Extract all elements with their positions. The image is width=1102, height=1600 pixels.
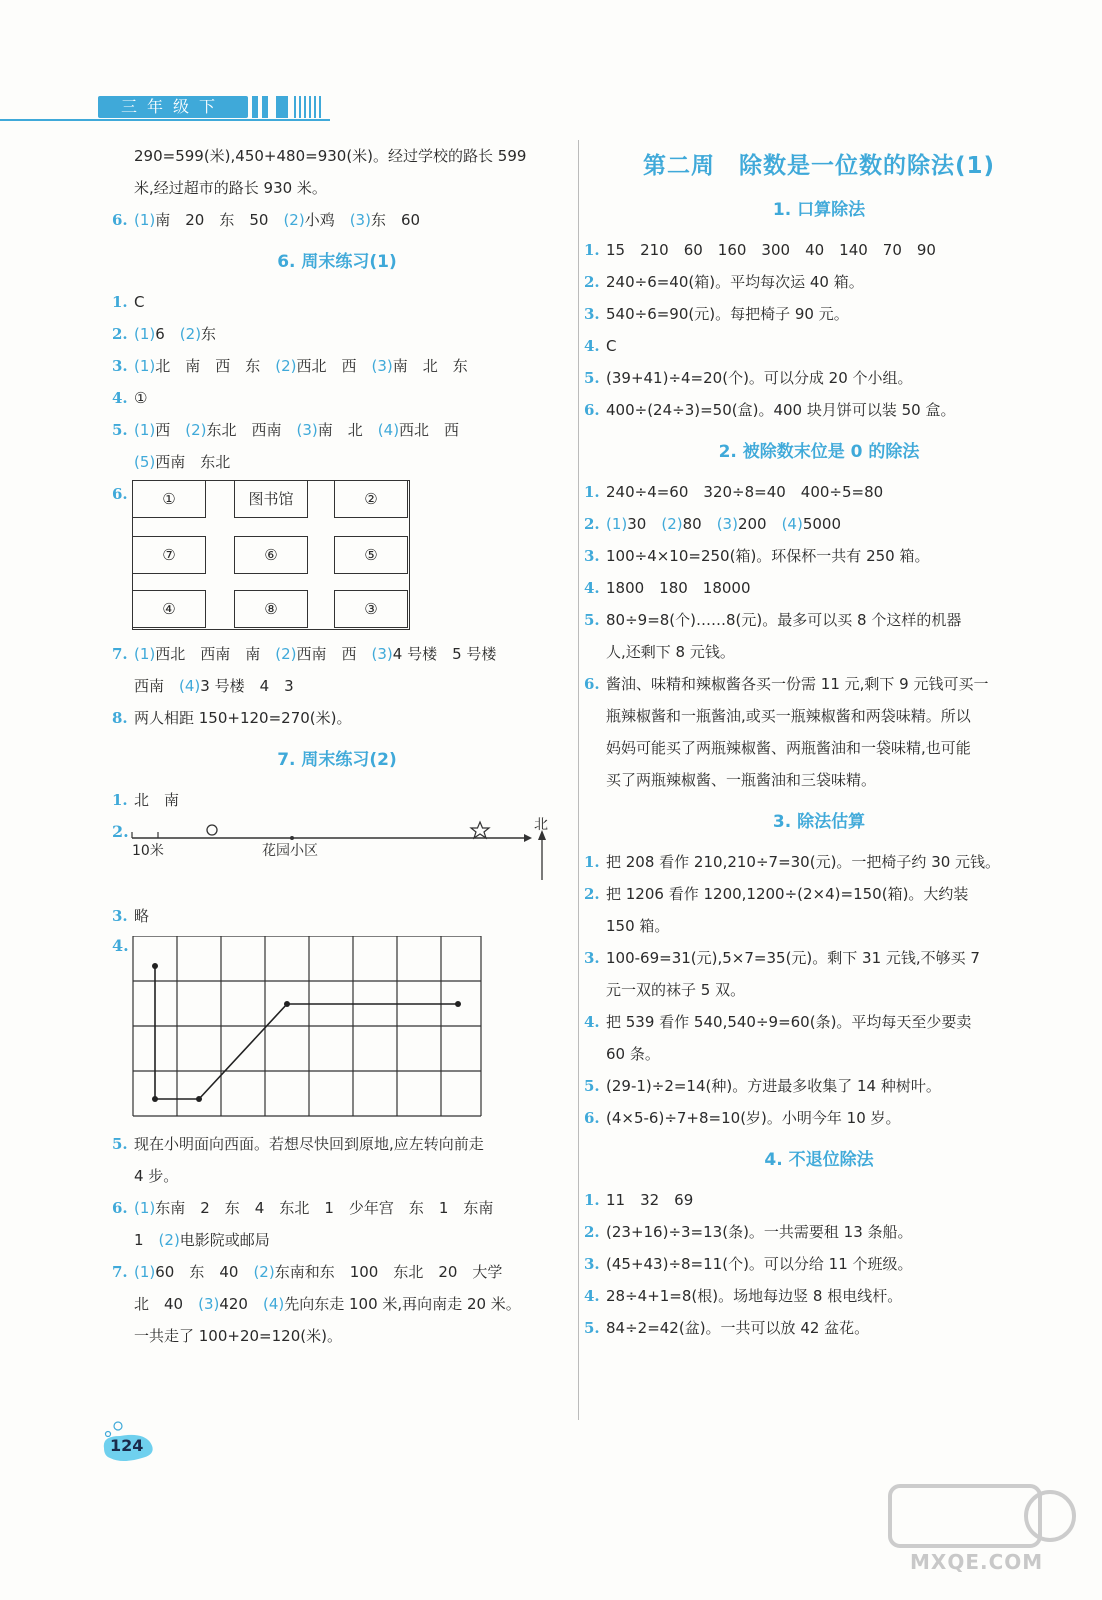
right-column [584,140,1054,1344]
answer-text: 420 [219,1295,263,1313]
answer-text: C [606,337,617,355]
item-number: 5. [584,369,600,387]
answer-text: 略 [134,907,150,925]
answer-text: 80 [682,515,717,533]
answer-text: 西北 西 [399,421,460,439]
sub-question-label: (2) [158,1231,180,1249]
section-title: 6. 周末练习(1) [277,252,397,272]
item-number: 3. [584,949,600,967]
answer-text: 30 [627,515,662,533]
section-title: 7. 周末练习(2) [277,750,397,770]
map-cell: ⑦ [132,536,206,574]
answer-text: 100-69=31(元),5×7=35(元)。剩下 31 元钱,不够买 7 [606,949,980,967]
answer-item [584,732,1054,764]
answer-text: 西北 西 [296,357,372,375]
answer-item [584,1280,1054,1312]
answer-text: C [134,293,145,311]
answer-item [584,910,1054,942]
answer-item [112,1256,562,1288]
sub-question-label: (2) [283,211,305,229]
item-number: 4. [584,579,600,597]
number-line-diagram [112,816,562,896]
answer-text: (23+16)÷3=13(条)。一共需要租 13 条船。 [606,1223,913,1241]
answer-text: 东南 2 东 4 东北 1 少年宫 东 1 东南 [155,1199,494,1217]
item-number: 5. [112,1135,128,1153]
answer-item [112,702,562,734]
answer-item [112,382,562,414]
sub-question-label: (2) [179,325,202,343]
answer-text: 150 箱。 [606,917,670,935]
sub-question-label: (1) [134,357,156,375]
answer-text: 60 东 40 [155,1263,254,1281]
answer-item [112,318,562,350]
answer-item [584,1312,1054,1344]
answer-item [112,350,562,382]
page-number: 124 [110,1436,144,1455]
answer-item [584,234,1054,266]
sub-question-label: (1) [134,325,156,343]
answer-item [112,1192,562,1224]
item-number: 3. [112,357,128,375]
item-number: 7. [112,645,128,663]
answer-text: 买了两瓶辣椒酱、一瓶酱油和三袋味精。 [606,771,877,789]
answer-item [112,1128,562,1160]
answer-item [584,636,1054,668]
sub-question-label: (2) [185,421,207,439]
answer-text: 240÷6=40(箱)。平均每次运 40 箱。 [606,273,864,291]
map-cell: ④ [132,590,206,628]
answer-text: 15 210 60 160 300 40 140 70 90 [606,241,936,259]
item-number: 6. [584,675,600,693]
answer-text: 元一双的袜子 5 双。 [606,981,746,999]
route-grid-diagram [112,936,562,1122]
item-number: 5. [584,611,600,629]
answer-item [112,446,562,478]
item-number: 5. [584,1077,600,1095]
sub-question-label: (3) [371,357,393,375]
answer-text: 1 [134,1231,159,1249]
answer-item [584,668,1054,700]
answer-text: 4 步。 [134,1167,179,1185]
answer-text: 400÷(24÷3)=50(盒)。400 块月饼可以装 50 盒。 [606,401,956,419]
answer-item [584,476,1054,508]
answer-item [584,1006,1054,1038]
answer-text: 酱油、味精和辣椒酱各买一份需 11 元,剩下 9 元钱可买一 [606,675,989,693]
sub-question-label: (3) [296,421,318,439]
sub-question-label: (2) [253,1263,275,1281]
answer-text: 电影院或邮局 [179,1231,270,1249]
answer-text: 3 号楼 4 3 [200,677,294,695]
item-number: 4. [584,1013,600,1031]
item-number: 2. [112,822,129,841]
answer-item [584,604,1054,636]
answer-text: 把 539 看作 540,540÷9=60(条)。平均每天至少要卖 [606,1013,972,1031]
item-number: 2. [584,885,600,903]
sub-question-label: (1) [134,1263,156,1281]
sub-question-label: (1) [134,1199,156,1217]
answer-item [584,942,1054,974]
item-number: 5. [584,1319,600,1337]
grade-label: 三年级下 [98,96,248,118]
answer-text: 北 南 西 东 [155,357,276,375]
scale-label: 10米 [132,843,164,859]
answer-text: 南 20 东 50 [155,211,284,229]
answer-text: 现在小明面向西面。若想尽快回到原地,应左转向前走 [134,1135,484,1153]
answer-text: 4 号楼 5 号楼 [392,645,497,663]
answer-item [112,1320,562,1352]
sub-question-label: (4) [781,515,803,533]
answer-item [112,286,562,318]
answer-item [584,330,1054,362]
item-number: 4. [112,389,128,407]
left-column [112,140,562,1352]
answer-text: 把 208 看作 210,210÷7=30(元)。一把椅子约 30 元钱。 [606,853,1001,871]
answer-item [584,266,1054,298]
header-rule [0,119,330,121]
answer-text: 瓶辣椒酱和一瓶酱油,或买一瓶辣椒酱和两袋味精。所以 [606,707,971,725]
sub-question-label: (4) [262,1295,285,1313]
answer-text: 北 40 [134,1295,199,1313]
answer-text: 84÷2=42(盆)。一共可以放 42 盆花。 [606,1319,870,1337]
answer-text: ① [134,389,148,407]
sub-question-label: (4) [377,421,400,439]
answer-text: 小鸡 [304,211,350,229]
map-cell: ② [334,480,408,518]
answer-item [584,1248,1054,1280]
intro-line: 290=599(米),450+480=930(米)。经过学校的路长 599 [134,147,527,165]
item-number: 6. [584,401,600,419]
item-number: 4. [584,1287,600,1305]
sub-question-label: (2) [275,357,297,375]
answer-text: 200 [737,515,782,533]
sub-question-label: (3) [371,645,393,663]
item-number: 3. [584,1255,600,1273]
answer-item [584,974,1054,1006]
answer-text: 东 60 [370,211,421,229]
map-cell: ① [132,480,206,518]
answer-item [112,204,562,236]
answer-text: (29-1)÷2=14(种)。方进最多收集了 14 种树叶。 [606,1077,941,1095]
item-number: 8. [112,709,128,727]
library-map-diagram [112,480,562,632]
answer-item [112,784,562,816]
item-number: 4. [112,936,129,955]
garden-label: 花园小区 [262,843,318,859]
answer-item [584,878,1054,910]
sub-question-label: (3) [198,1295,220,1313]
answer-item [584,1216,1054,1248]
answer-text: 60 条。 [606,1045,660,1063]
watermark-logo [880,1480,1080,1580]
answer-text: 南 北 东 [392,357,468,375]
section-title: 2. 被除数末位是 0 的除法 [718,442,920,462]
item-number: 3. [112,907,128,925]
item-number: 1. [112,293,128,311]
answer-text: 妈妈可能买了两瓶辣椒酱、两瓶酱油和一袋味精,也可能 [606,739,971,757]
answer-item [584,1102,1054,1134]
section-title: 3. 除法估算 [772,812,866,832]
answer-text: 东南和东 100 东北 20 大学 [274,1263,503,1281]
item-number: 6. [112,211,128,229]
map-cell: ⑧ [234,590,308,628]
answer-item [584,1184,1054,1216]
item-number: 1. [112,791,128,809]
map-cell: ⑤ [334,536,408,574]
answer-text: 540÷6=90(元)。每把椅子 90 元。 [606,305,849,323]
answer-text: 西北 西南 南 [155,645,276,663]
answer-text: 把 1206 看作 1200,1200÷(2×4)=150(箱)。大约装 [606,885,969,903]
chapter-title: 第二周 除数是一位数的除法(1) [642,153,996,179]
answer-text: 一共走了 100+20=120(米)。 [134,1327,342,1345]
answer-item [584,394,1054,426]
item-number: 4. [584,337,600,355]
answer-item [112,1160,562,1192]
item-number: 6. [112,485,128,503]
item-number: 3. [584,305,600,323]
map-cell: 图书馆 [234,480,308,518]
item-number: 2. [584,1223,600,1241]
answer-text: 6 [155,325,180,343]
answer-text: 80÷9=8(个)……8(元)。最多可以买 8 个这样的机器 [606,611,962,629]
column-divider [578,140,579,1420]
answer-text: (39+41)÷4=20(个)。可以分成 20 个小组。 [606,369,913,387]
section-title: 1. 口算除法 [772,200,866,220]
sub-question-label: (2) [275,645,297,663]
answer-text: 28÷4+1=8(根)。场地每边竖 8 根电线杆。 [606,1287,903,1305]
answer-item [584,298,1054,330]
item-number: 6. [112,1199,128,1217]
sub-question-label: (2) [661,515,683,533]
item-number: 6. [584,1109,600,1127]
answer-item [112,414,562,446]
answer-text: 北 南 [134,791,180,809]
answer-item [112,900,562,932]
item-number: 5. [112,421,128,439]
sub-question-label: (4) [179,677,201,695]
north-label: 北 [534,817,548,833]
answer-text: 两人相距 150+120=270(米)。 [134,709,352,727]
answer-text: 240÷4=60 320÷8=40 400÷5=80 [606,483,884,501]
item-number: 2. [112,325,128,343]
item-number: 2. [584,515,600,533]
answer-item [584,362,1054,394]
answer-text: (45+43)÷8=11(个)。可以分给 11 个班级。 [606,1255,913,1273]
item-number: 2. [584,273,600,291]
answer-item [112,1224,562,1256]
sub-question-label: (1) [606,515,628,533]
item-number: 7. [112,1263,128,1281]
answer-text: (4×5-6)÷7+8=10(岁)。小明今年 10 岁。 [606,1109,901,1127]
answer-item [584,764,1054,796]
answer-item [584,1038,1054,1070]
answer-item [584,846,1054,878]
page-number-badge [98,1420,158,1462]
item-number: 1. [584,853,600,871]
map-cell: ⑥ [234,536,308,574]
answer-text: 5000 [802,515,842,533]
answer-item [112,1288,562,1320]
sub-question-label: (5) [134,453,156,471]
item-number: 3. [584,547,600,565]
route-grid [112,936,562,1122]
answer-text: 东 [201,325,217,343]
answer-text: 1800 180 18000 [606,579,751,597]
sub-question-label: (1) [134,645,156,663]
answer-item [584,572,1054,604]
answer-text: 西南 东北 [155,453,231,471]
answer-item [112,670,562,702]
sub-question-label: (3) [716,515,738,533]
section-title: 4. 不退位除法 [764,1150,874,1170]
sub-question-label: (1) [134,211,156,229]
watermark-text: MXQE.COM [910,1550,1044,1574]
answer-text: 西 [155,421,186,439]
answer-text: 南 北 [317,421,378,439]
answer-text: 11 32 69 [606,1191,694,1209]
item-number: 1. [584,1191,600,1209]
answer-text: 西南 [134,677,180,695]
answer-item [584,508,1054,540]
answer-text: 先向东走 100 米,再向南走 20 米。 [284,1295,521,1313]
intro-line: 米,经过超市的路长 930 米。 [134,179,327,197]
answer-item [584,700,1054,732]
item-number: 1. [584,483,600,501]
answer-text: 100÷4×10=250(箱)。环保杯一共有 250 箱。 [606,547,930,565]
answer-text: 人,还剩下 8 元钱。 [606,643,735,661]
answer-item [112,638,562,670]
answer-text: 东北 西南 [206,421,297,439]
item-number: 1. [584,241,600,259]
number-line [112,816,562,896]
map-cell: ③ [334,590,408,628]
sub-question-label: (1) [134,421,156,439]
answer-item [584,1070,1054,1102]
sub-question-label: (3) [349,211,371,229]
answer-item [584,540,1054,572]
answer-text: 西南 西 [296,645,372,663]
